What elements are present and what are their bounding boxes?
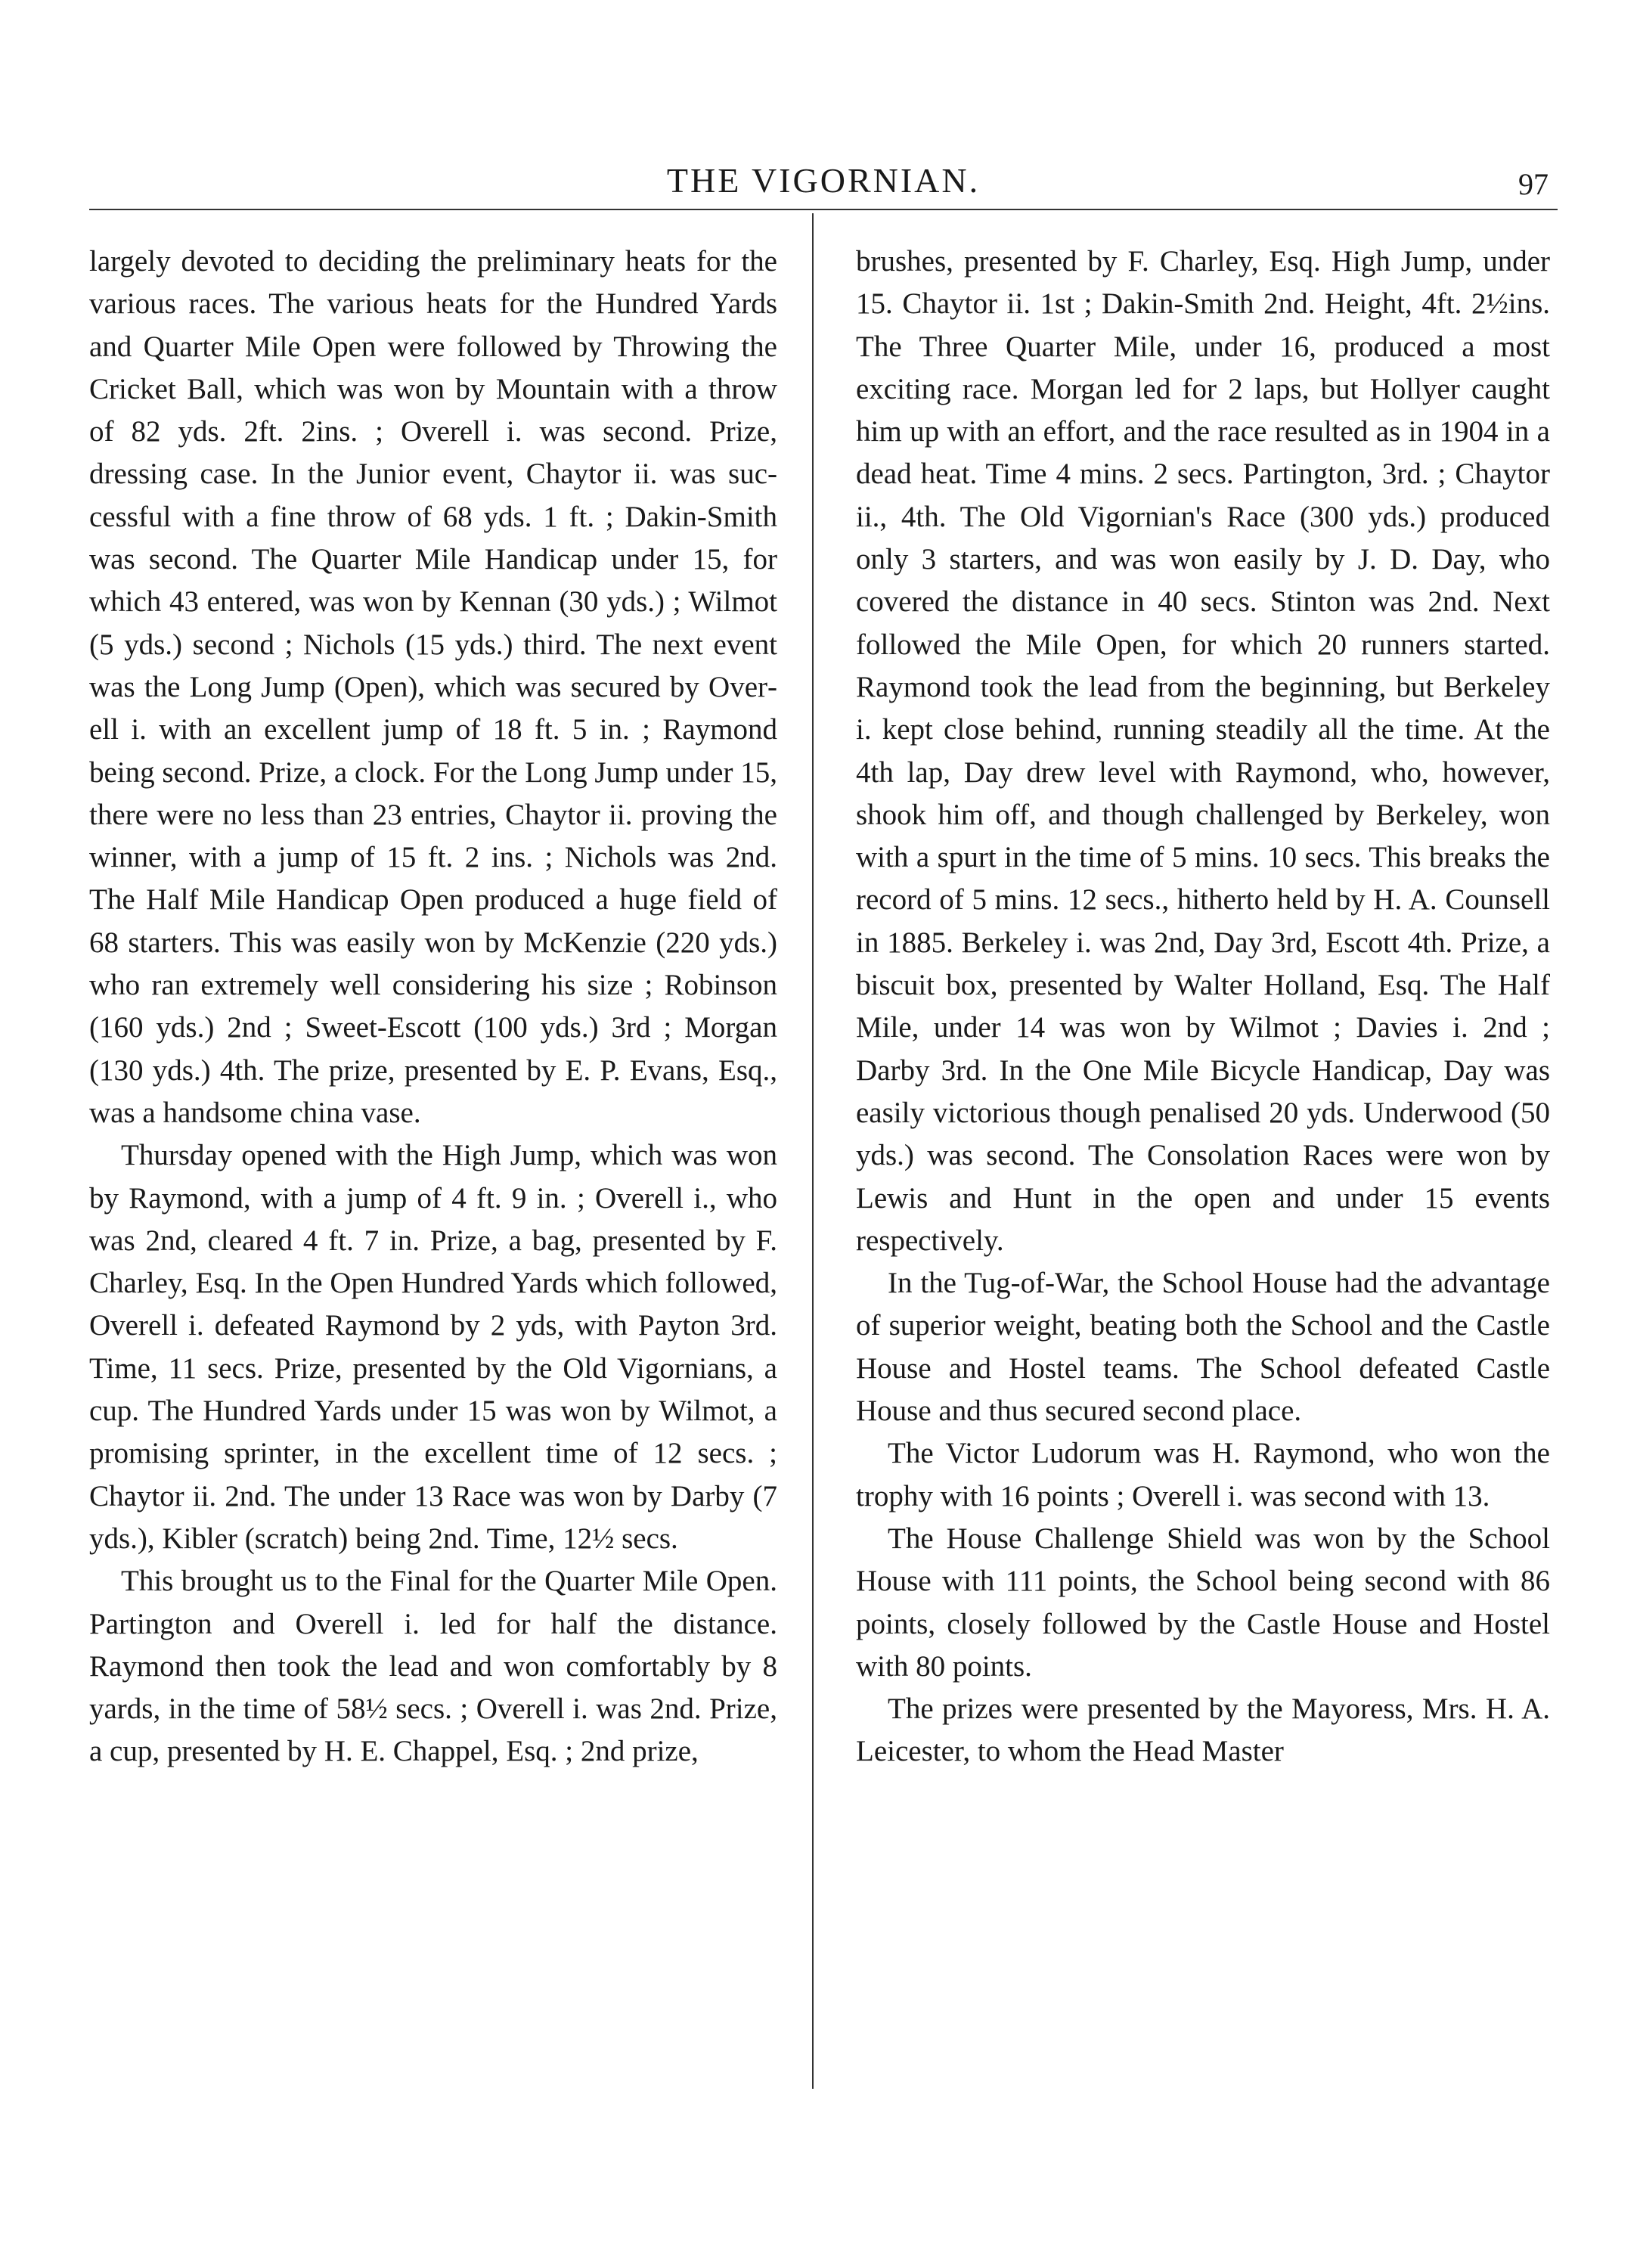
right-paragraph-1: brushes, presented by F. Charley, Esq. High Jump, under 15. Chaytor ii. 1st ; Dakin-Smith 2nd. Height, 4ft. 2½ins. The Three Quarter Mile, under 16, produced a most exciting race. Morgan led for 2 laps, but Hollyer caught him up with an effort, and the race resulted as in 1904 in a dead heat. Time 4 mins. 2 secs. Partington, 3rd. ; Chaytor ii., 4th. The Old Vigornian's Race (300 yds.) produced only 3 starters, and was won easily by J. D. Day, who covered the distance in 40 secs. Stinton was 2nd. Next followed the Mile Open, for which 20 runners started. Raymond took the lead from the beginning, but Berkeley i. kept close behind, running steadily all the time. At the 4th lap, Day drew level with Raymond, who, however, shook him off, and though challenged by Berkeley, won with a spurt in the time of 5 mins. 10 secs. This breaks the record of 5 mins. 12 secs., hitherto held by H. A. Counsell in 1885. Berkeley i. was 2nd, Day 3rd, Escott 4th. Prize, a biscuit box, presented by Walter Holland, Esq. The Half Mile, under 14 was won by Wilmot ; Davies i. 2nd ; Darby 3rd. In the One Mile Bicycle Handicap, Day was easily victorious though penalised 20 yds. Underwood (50 yds.) was second. The Consolation Races were won by Lewis and Hunt in the open and under 15 events respectively. bbox=[856, 245, 1550, 1257]
header-rule bbox=[89, 209, 1558, 210]
left-column bbox=[89, 240, 777, 1773]
right-column bbox=[856, 240, 1550, 1773]
page-title: THE VIGORNIAN. bbox=[666, 161, 981, 200]
page-number: 97 bbox=[1518, 167, 1549, 201]
right-paragraph-4: The House Challenge Shield was won by the School House with 111 points, the School being second with 86 points, closely followed by the Castle House and Hostel with 80 points. bbox=[856, 1522, 1550, 1683]
left-paragraph-2: Thursday opened with the High Jump, which was won by Raymond, with a jump of 4 ft. 9 in. ; Overell i., who was 2nd, cleared 4 ft. 7 in. Prize, a bag, presented by F. Charley, Esq. In the Open Hundred Yards which followed, Overell i. defeated Raymond by 2 yds, with Payton 3rd. Time, 11 secs. Prize, presented by the Old Vigornians, a cup. The Hundred Yards under 15 was won by Wilmot, a promising sprinter, in the excellent time of 12 secs. ; Chaytor ii. 2nd. The under 13 Race was won by Darby (7 yds.), Kibler (scratch) being 2nd. Time, 12½ secs. bbox=[89, 1139, 777, 1555]
running-header bbox=[89, 160, 1558, 206]
column-divider bbox=[812, 213, 814, 2089]
right-paragraph-3: The Victor Ludorum was H. Raymond, who won the trophy with 16 points ; Overell i. was second with 13. bbox=[856, 1437, 1550, 1513]
left-paragraph-1: largely devoted to deciding the preliminary heats for the various races. The various heats for the Hundred Yards and Quarter Mile Open were followed by Throwing the Cricket Ball, which was won by Mountain with a throw of 82 yds. 2ft. 2ins. ; Overell i. was second. Prize, dressing case. In the Junior event, Chaytor ii. was successful with a fine throw of 68 yds. 1 ft. ; Dakin-Smith was second. The Quarter Mile Handicap under 15, for which 43 entered, was won by Kennan (30 yds.) ; Wilmot (5 yds.) second ; Nichols (15 yds.) third. The next event was the Long Jump (Open), which was secured by Overell i. with an excellent jump of 18 ft. 5 in. ; Raymond being second. Prize, a clock. For the Long Jump under 15, there were no less than 23 entries, Chaytor ii. proving the winner, with a jump of 15 ft. 2 ins. ; Nichols was 2nd. The Half Mile Handicap Open produced a huge field of 68 starters. This was easily won by McKenzie (220 yds.) who ran extremely well considering his size ; Robinson (160 yds.) 2nd ; Sweet-Escott (100 yds.) 3rd ; Morgan (130 yds.) 4th. The prize, presented by E. P. Evans, Esq., was a handsome china vase. bbox=[89, 245, 777, 1129]
right-paragraph-2: In the Tug-of-War, the School House had the advantage of superior weight, beating both the School and the Castle House and Hostel teams. The School defeated Castle House and thus secured second place. bbox=[856, 1267, 1550, 1428]
right-paragraph-5: The prizes were presented by the Mayoress, Mrs. H. A. Leicester, to whom the Head Master bbox=[856, 1692, 1550, 1768]
left-paragraph-3: This brought us to the Final for the Quarter Mile Open. Partington and Overell i. led for half the distance. Raymond then took the lead and won comfortably by 8 yards, in the time of 58½ secs. ; Overell i. was 2nd. Prize, a cup, presented by H. E. Chappel, Esq. ; 2nd prize, bbox=[89, 1565, 777, 1768]
